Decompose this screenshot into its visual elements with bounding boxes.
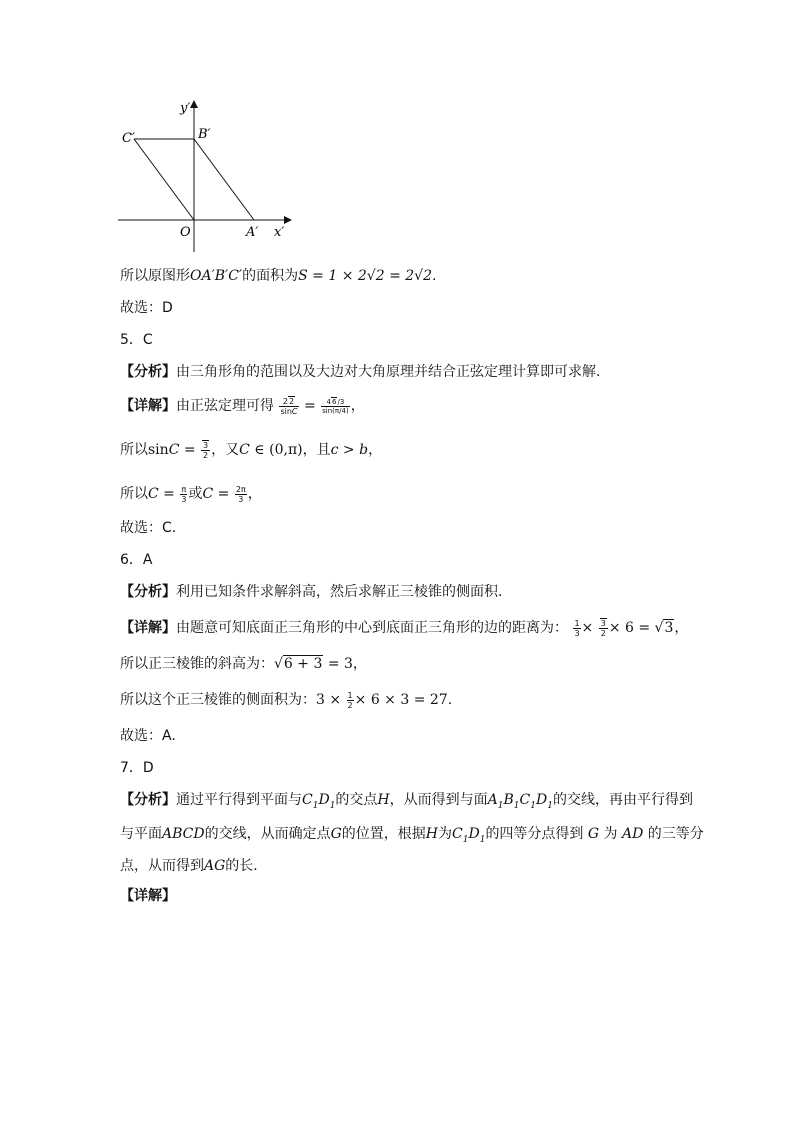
fraction: $\frac{1}{2}$	[347, 690, 353, 710]
q7-analysis-line-1: 【分析】通过平行得到平面与$C_1D_1$的交点H，从而得到与面$A_1B_1C_1D_1$的交线，再由平行得到	[120, 792, 693, 811]
label-y-axis: y′	[180, 101, 191, 116]
q7-analysis-line-2: 与平面ABCD的交线，从而确定点G的位置，根据H为$C_1D_1$的四等分点得到 G 为 AD 的三等分	[120, 826, 704, 845]
fraction: $\frac{3}{2}$	[600, 618, 606, 638]
answer-6: 故选：A.	[120, 728, 176, 744]
label-x-axis: x′	[274, 225, 285, 240]
fraction: $\frac{\pi}{3}$	[181, 484, 187, 504]
fraction: $\frac{22}{\sin C}$	[280, 396, 298, 416]
fraction: $\frac{46/3}{\sin(\pi/4)}$	[322, 397, 349, 415]
q7-analysis-line-3: 点，从而得到AG的长.	[120, 858, 258, 874]
question-6-header: 6．A	[120, 552, 153, 568]
fraction: $\frac{3}{2}$	[203, 440, 209, 460]
q7-detail-tag: 【详解】	[120, 888, 176, 904]
q6-line-2: 所以正三棱锥的斜高为：√6 + 3 = 3，	[120, 656, 367, 672]
x-axis-arrow	[284, 216, 292, 224]
y-axis-arrow	[190, 100, 198, 108]
q6-analysis: 【分析】利用已知条件求解斜高，然后求解正三棱锥的侧面积．	[120, 584, 512, 600]
segment-c-o	[134, 139, 194, 220]
label-a: A′	[246, 225, 259, 240]
label-o: O	[180, 225, 191, 240]
fraction: $\frac{2\pi}{3}$	[235, 484, 246, 504]
fraction: $\frac{1}{3}$	[574, 618, 580, 638]
q5-analysis: 【分析】由三角形角的范围以及大边对大角原理并结合正弦定理计算即可求解.	[120, 364, 601, 380]
q6-detail: 【详解】由题意可知底面正三角形的中心到底面正三角形的边的距离为： $\frac{1}{3}$ × $\frac{3}{2}$ × 6 = √3，	[120, 618, 689, 638]
q5-detail: 【详解】由正弦定理可得 $\frac{22}{\sin C}$ = $\frac{46/3}{\sin(\pi/4)}$ ，	[120, 396, 365, 416]
segment-b-a	[194, 139, 254, 220]
question-7-header: 7．D	[120, 760, 154, 776]
answer-4: 故选：D	[120, 300, 173, 316]
coordinate-diagram	[112, 92, 302, 262]
label-c: C′	[122, 131, 135, 146]
q5-line-2: 所以sinC = $\frac{3}{2}$ ，又C ∈ (0,π)，且c > b，	[120, 440, 383, 460]
q6-line-3: 所以这个正三棱锥的侧面积为：3 × $\frac{1}{2}$ × 6 × 3 = 27.	[120, 690, 453, 710]
label-b: B′	[198, 127, 211, 142]
question-5-header: 5．C	[120, 332, 153, 348]
area-line: 所以原图形OA′B′C′的面积为S = 1 × 2√2 = 2√2.	[120, 268, 437, 284]
answer-5: 故选：C.	[120, 520, 177, 536]
q5-line-3: 所以C = $\frac{\pi}{3}$ 或C = $\frac{2\pi}{3}$ ，	[120, 484, 262, 504]
